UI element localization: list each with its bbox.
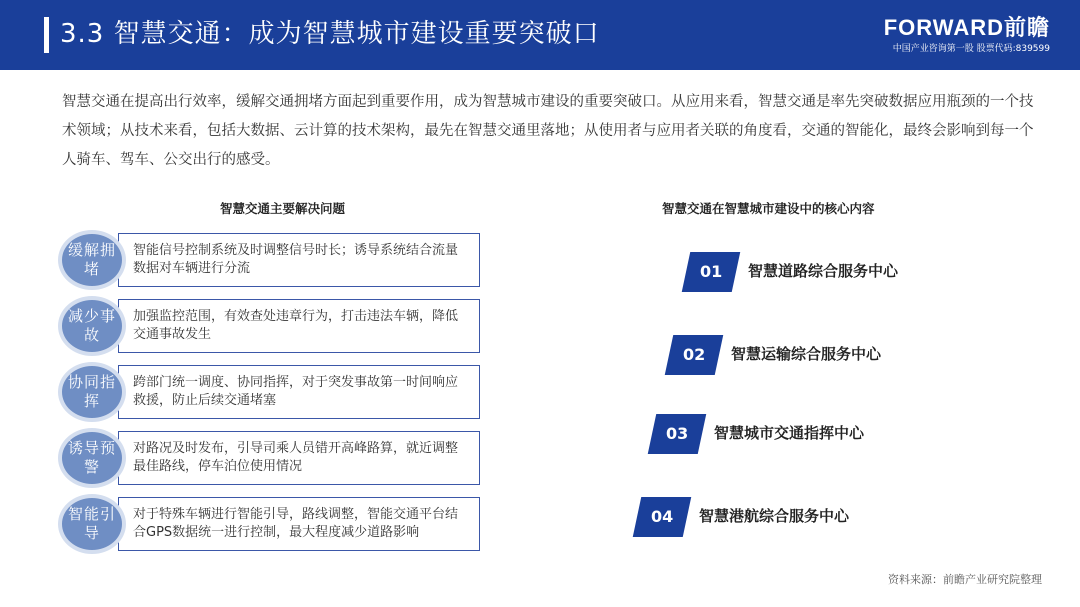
right-section-title: 智慧交通在智慧城市建设中的核心内容 [662, 201, 875, 216]
problem-description: 跨部门统一调度、协同指挥，对于突发事故第一时间响应救援，防止后续交通堵塞 [118, 365, 480, 419]
problem-item [58, 494, 483, 554]
left-section-title: 智慧交通主要解决问题 [220, 201, 346, 216]
title-accent-bar [44, 17, 49, 53]
problem-item [58, 362, 483, 422]
problem-tag: 协同指挥 [58, 362, 126, 422]
brand-logo: FORWARD前瞻 [883, 15, 1050, 40]
problem-item [58, 296, 483, 356]
problem-item [58, 230, 483, 290]
source-note: 资料来源：前瞻产业研究院整理 [888, 573, 1042, 586]
core-number-badge: 03 [648, 414, 707, 454]
problem-tag: 缓解拥堵 [58, 230, 126, 290]
problem-tag: 减少事故 [58, 296, 126, 356]
core-label: 智慧运输综合服务中心 [731, 345, 882, 363]
core-label: 智慧城市交通指挥中心 [714, 424, 865, 442]
core-label: 智慧道路综合服务中心 [748, 262, 899, 280]
core-label: 智慧港航综合服务中心 [699, 507, 850, 525]
problem-description: 加强监控范围，有效查处违章行为，打击违法车辆，降低交通事故发生 [118, 299, 480, 353]
core-number-badge: 02 [665, 335, 724, 375]
core-number-badge: 01 [682, 252, 741, 292]
problem-description: 对路况及时发布，引导司乘人员错开高峰路算，就近调整最佳路线，停车泊位使用情况 [118, 431, 480, 485]
problem-description: 对于特殊车辆进行智能引导，路线调整，智能交通平台结合GPS数据统一进行控制，最大程度减少道路影响 [118, 497, 480, 551]
problem-tag: 诱导预警 [58, 428, 126, 488]
brand-block [884, 16, 1050, 56]
problem-item [58, 428, 483, 488]
intro-paragraph: 智慧交通在提高出行效率，缓解交通拥堵方面起到重要作用，成为智慧城市建设的重要突破口。从应用来看，智慧交通是率先突破数据应用瓶颈的一个技术领域；从技术来看，包括大数据、云计算的技术架构，最先在智慧交通里落地；从使用者与应用者关联的角度看，交通的智能化，最终会影响到每一个人骑车、驾车、公交出行的感受。 [62, 94, 1034, 168]
page-title: 3.3 智慧交通：成为智慧城市建设重要突破口 [60, 19, 600, 49]
header-bar [0, 0, 1080, 70]
core-number-badge: 04 [633, 497, 692, 537]
problem-description: 智能信号控制系统及时调整信号时长；诱导系统结合流量数据对车辆进行分流 [118, 233, 480, 287]
brand-tagline: 中国产业咨询第一股 股票代码:839599 [892, 44, 1050, 54]
problem-tag: 智能引导 [58, 494, 126, 554]
